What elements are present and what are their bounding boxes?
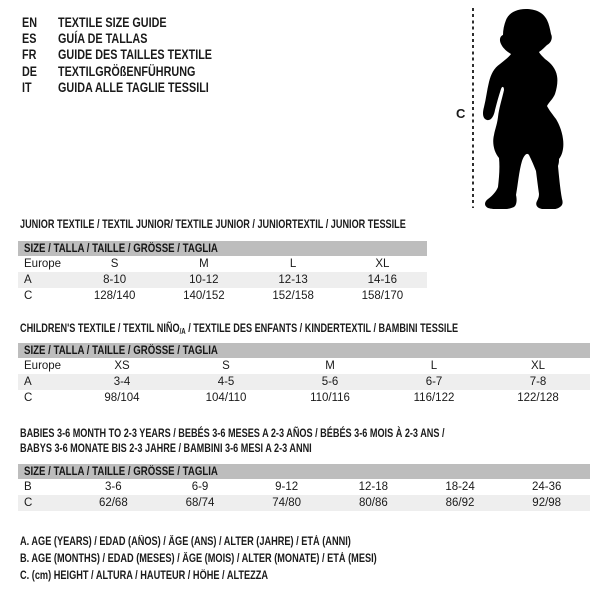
value-cell: 92/98 [532,497,562,509]
language-row [22,80,212,96]
language-row [22,14,212,30]
value-cell: 110/116 [310,392,350,404]
children-title-text: CHILDREN'S TEXTILE / TEXTIL NIÑO [20,321,180,335]
height-measure-dashed-line [472,8,474,208]
value-cell: 6-9 [191,481,209,493]
language-list [22,14,212,96]
table-row-europe [18,256,427,272]
value-cell: 12-18 [358,481,389,493]
value-cell: 86/92 [445,497,475,509]
size-cell: M [325,360,335,372]
language-label: GUIDE DES TAILLES TEXTILE [58,47,213,63]
size-cell: XL [530,360,546,372]
value-cell: 10-12 [189,274,219,286]
size-cell: XS [114,360,130,372]
value-cell: 80/86 [358,497,388,509]
size-header-bar [18,241,427,256]
row-label: C [24,392,33,404]
size-header-label: SIZE / TALLA / TAILLE / GRÖSSE / TAGLIA [24,242,218,255]
table-row-height [18,390,590,406]
value-cell: 128/140 [93,290,136,302]
value-cell: 6-7 [425,376,443,388]
value-cell: 68/74 [185,497,215,509]
row-label: C [24,497,33,509]
value-cell: 158/170 [361,290,404,302]
size-cell: S [110,258,119,270]
value-cell: 3-4 [113,376,131,388]
babies-section-title [20,426,445,456]
table-row-height [18,495,590,511]
value-cell: 104/110 [205,392,247,404]
row-label: B [24,481,32,493]
row-label: Europe [24,258,62,270]
language-label: TEXTILE SIZE GUIDE [58,14,167,30]
value-cell: 122/128 [517,392,559,404]
language-code: FR [22,47,37,63]
children-size-table [18,343,590,406]
value-cell: 7-8 [529,376,547,388]
language-code: ES [22,31,37,47]
language-label: GUÍA DE TALLAS [58,31,148,47]
value-cell: 140/152 [183,290,225,302]
size-cell: M [199,258,209,270]
row-label: C [24,290,33,302]
value-cell: 62/68 [98,497,128,509]
language-code: DE [22,63,38,79]
height-measure-label: C [456,106,466,121]
babies-size-table [18,464,590,511]
language-row [22,63,212,79]
children-title-subscript: /A [179,327,186,336]
value-cell: 116/122 [413,392,455,404]
value-cell: 98/104 [104,392,140,404]
value-cell: 18-24 [445,481,475,493]
children-title-text: / TEXTILE DES ENFANTS / KINDERTEXTIL / BAMBINI TESSILE [185,321,459,335]
language-label: GUIDA ALLE TAGLIE TESSILI [58,80,209,96]
row-label: A [24,274,32,286]
value-cell: 4-5 [217,376,235,388]
value-cell: 74/80 [272,497,302,509]
size-header-bar [18,343,590,358]
value-cell: 5-6 [321,376,339,388]
footnote-age-months: B. AGE (MONTHS) / EDAD (MESES) / ÂGE (MOIS) / ALTER (MONATE) / ETÀ (MESI) [20,553,377,565]
value-cell: 3-6 [105,481,122,493]
value-cell: 12-13 [278,274,308,286]
value-cell: 14-16 [367,274,398,286]
size-header-label: SIZE / TALLA / TAILLE / GRÖSSE / TAGLIA [24,465,218,478]
size-cell: L [289,258,297,270]
language-row [22,30,212,46]
table-row-months [18,479,590,495]
toddler-silhouette-image [479,8,576,209]
babies-title-line2: BABYS 3-6 MONATE BIS 2-3 JAHRE / BAMBINI 3-6 MESI A 2-3 ANNI [20,441,312,455]
value-cell: 8-10 [103,274,127,286]
value-cell: 152/158 [272,290,314,302]
footnote-height-cm: C. (cm) HEIGHT / ALTURA / HAUTEUR / HÖHE / ALTEZZA [20,570,269,582]
value-cell: 9-12 [275,481,299,493]
language-row [22,47,212,63]
size-header-bar [18,464,590,479]
language-code: EN [22,14,38,30]
value-cell: 24-36 [531,481,562,493]
legend-footnotes [20,536,466,587]
table-row-age [18,272,427,288]
babies-title-line1: BABIES 3-6 MONTH TO 2-3 YEARS / BEBÉS 3-6 MESES A 2-3 AÑOS / BÉBÉS 3-6 MOIS À 2-3 ANS / [20,426,445,440]
language-code: IT [22,80,32,96]
table-row-europe [18,358,590,374]
size-header-label: SIZE / TALLA / TAILLE / GRÖSSE / TAGLIA [24,344,218,357]
junior-size-table [18,241,427,304]
footnote-age-years: A. AGE (YEARS) / EDAD (AÑOS) / ÂGE (ANS) / ALTER (JAHRE) / ETÀ (ANNI) [20,536,351,548]
junior-section-title: JUNIOR TEXTILE / TEXTIL JUNIOR/ TEXTILE JUNIOR / JUNIORTEXTIL / JUNIOR TESSILE [20,217,406,231]
table-row-age [18,374,590,390]
row-label: Europe [24,360,62,372]
size-cell: S [222,360,230,372]
size-cell: L [430,360,438,372]
row-label: A [24,376,32,388]
size-cell: XL [375,258,390,270]
table-row-height [18,288,427,304]
language-label: TEXTILGRÖßENFÜHRUNG [58,63,196,79]
children-section-title [20,321,458,336]
